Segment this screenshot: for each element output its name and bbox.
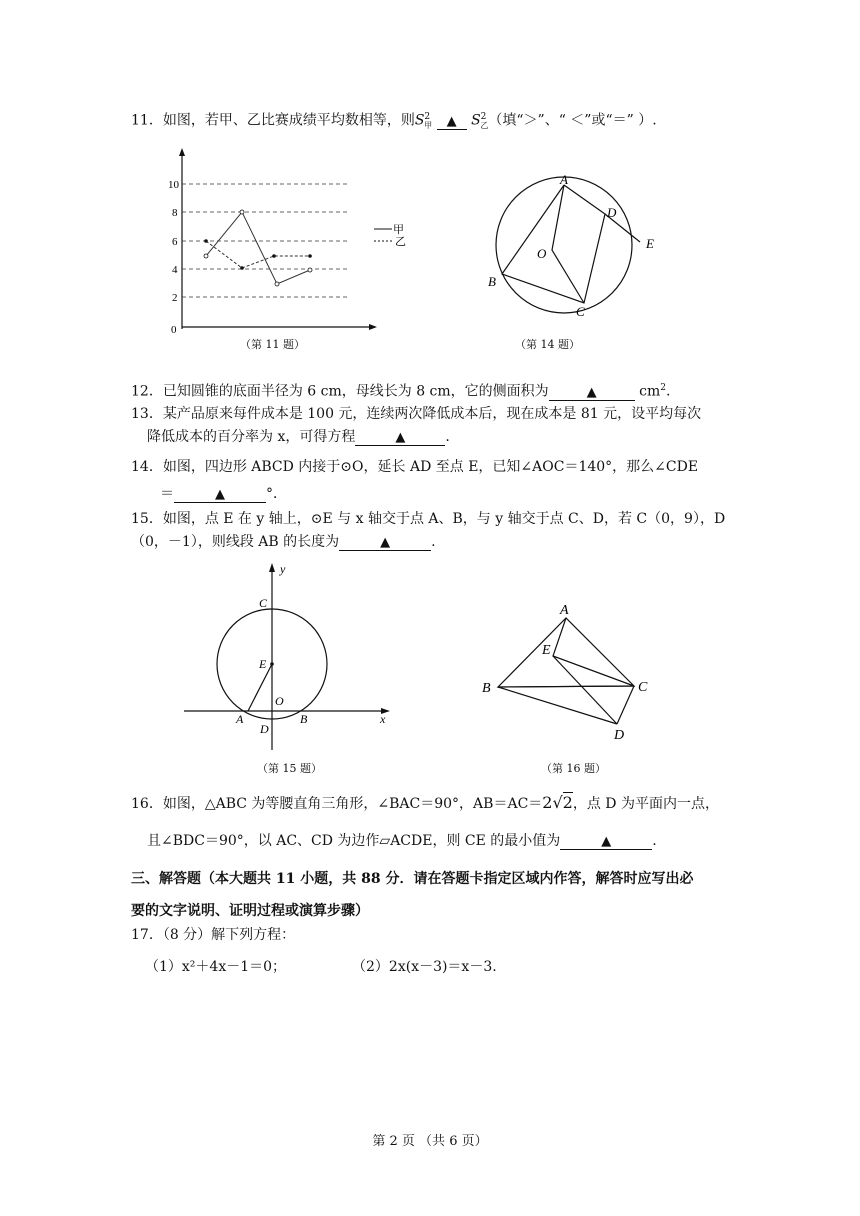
q14-answer-blank[interactable] [174,487,266,503]
angle-aoc [552,185,584,303]
y-tick-label: 2 [172,292,178,304]
q12-answer-blank[interactable] [549,385,635,401]
q16-sqrt-arg: 2 [562,793,573,812]
q13-end: . [445,429,450,445]
figure-15-diagram [180,560,395,760]
center-e-point [270,662,274,666]
y-axis-arrow-icon [179,148,185,156]
q11-s2: S [471,112,481,129]
q17-title: 17．（8 分）解下列方程： [131,927,296,943]
q14-line1: 14．如图，四边形 ABCD 内接于⊙O，延长 AD 至点 E，已知∠AOC＝140°，那么∠CDE [131,459,699,475]
label-y: y [280,562,286,576]
q12-end: . [665,383,671,400]
label-b: B [488,274,496,289]
q13-line1: 13．某产品原来每件成本是 100 元，连续两次降低成本后，现在成本是 81 元，设平均每次 [131,406,702,422]
page-footer: 第 2 页 （共 6 页） [372,1134,488,1149]
triangle-icon: ▲ [446,113,457,129]
q13-line2 [147,426,450,448]
y-tick-label: 0 [171,324,177,336]
q11-s2-sub: 乙 [480,121,489,131]
q12-unit-sup: 2 [660,383,666,393]
figure-14-caption: （第 14 题） [515,338,580,351]
q13-text: 降低成本的百分率为 x，可得方程 [147,429,356,445]
segment-bc [498,686,634,687]
q12-unit: cm [639,383,661,400]
q11-text: 11．如图，若甲、乙比赛成绩平均数相等，则 [131,112,415,129]
figure-16-caption: （第 16 题） [541,762,606,775]
section3-heading-line1: 三、解答题（本大题共 11 小题，共 88 分．请在答题卡指定区域内作答，解答时应写出必 [131,871,694,887]
q16-line2 [147,830,657,852]
section3-heading-line2: 要的文字说明、证明过程或演算步骤） [131,903,369,919]
q14-line2 [160,483,287,505]
label-c: C [259,596,268,610]
q16-end: . [652,833,657,849]
series-jia-point [240,210,244,214]
label-c: C [576,304,585,319]
triangle-abc [498,618,634,687]
circle-o [496,177,632,313]
label-a: A [560,603,569,618]
q16-text-b: ，点 D 为平面内一点， [572,796,719,812]
q11-hint: （填“＞”、“ ＜”或“＝” ）. [488,112,657,129]
series-jia-line [206,212,310,284]
label-e: E [542,643,551,658]
label-d: D [607,205,617,220]
series-jia-point [308,268,312,272]
label-e: E [259,657,267,671]
y-tick-label: 10 [168,179,179,191]
segment-ea [248,664,272,711]
q11-answer-blank[interactable] [437,114,467,130]
q11-s1: S [414,112,425,129]
triangle-icon: ▲ [380,535,391,550]
q11-s2-sup: 2 [480,112,487,122]
label-b: B [482,681,491,696]
q15-answer-blank[interactable] [339,535,431,551]
q15-line2 [131,531,436,553]
q16-text-a: 16．如图，△ABC 为等腰直角三角形，∠BAC＝90°，AB＝AC＝ [131,796,543,812]
q16-answer-blank[interactable] [560,834,652,850]
y-tick-label: 6 [172,236,178,248]
q16-sqrt-coef: 2 [542,793,553,812]
label-a: A [560,172,568,187]
sqrt-sign-icon: √ [552,793,563,812]
q12-line [131,377,670,403]
q15-text: （0，－1），则线段 AB 的长度为 [131,534,340,550]
q17-part1: （1）x²＋4x－1＝0； [145,959,287,975]
q11-s1-sup: 2 [424,112,431,122]
q16-text-c: 且∠BDC＝90°，以 AC、CD 为边作▱ACDE，则 CE 的最小值为 [147,833,561,849]
q16-line1 [131,792,719,815]
figure-16-diagram [478,598,668,748]
label-d: D [260,722,269,736]
series-jia-point [204,254,208,258]
label-b: B [300,712,308,726]
q14-end: °． [266,486,287,502]
label-d: D [614,728,625,743]
label-o: O [537,246,547,261]
figure-15-caption: （第 15 题） [257,762,322,775]
label-a: A [236,712,244,726]
label-c: C [638,680,648,695]
series-jia-point [275,282,279,286]
q12-text: 12．已知圆锥的底面半径为 6 cm，母线长为 8 cm，它的侧面积为 [131,383,549,400]
q17-part2: （2）2x(x－3)＝x－3. [352,959,497,975]
series-yi-point [272,254,276,258]
series-yi-point [308,254,312,258]
figure-11-chart [160,145,406,340]
series-yi-point [204,239,208,243]
q15-end: . [431,534,436,550]
label-e: E [646,236,654,251]
triangle-icon: ▲ [215,487,225,502]
y-tick-label: 4 [172,264,178,276]
triangle-icon: ▲ [601,834,612,849]
legend-jia-label: 甲 [393,224,404,236]
q11-s1-sub: 甲 [424,121,433,131]
triangle-icon: ▲ [586,384,597,400]
y-tick-label: 8 [172,207,178,219]
figure-14-diagram [480,170,680,320]
x-axis-arrow-icon [369,324,377,330]
y-axis-arrow-icon [269,563,275,572]
q14-prefix: ＝ [160,486,174,502]
label-o: O [275,694,284,708]
segment-cd [617,686,634,724]
figure-11-caption: （第 11 题） [240,338,305,351]
series-yi-point [240,266,244,270]
label-x: x [380,712,386,726]
q13-answer-blank[interactable] [355,430,445,446]
triangle-icon: ▲ [395,430,406,445]
q15-line1: 15．如图，点 E 在 y 轴上，⊙E 与 x 轴交于点 A、B，与 y 轴交于点 C、D，若 C（0，9），D [131,511,726,527]
legend-yi-label: 乙 [395,236,406,248]
q11-line [131,106,657,137]
segments-ae-ec [553,618,634,686]
